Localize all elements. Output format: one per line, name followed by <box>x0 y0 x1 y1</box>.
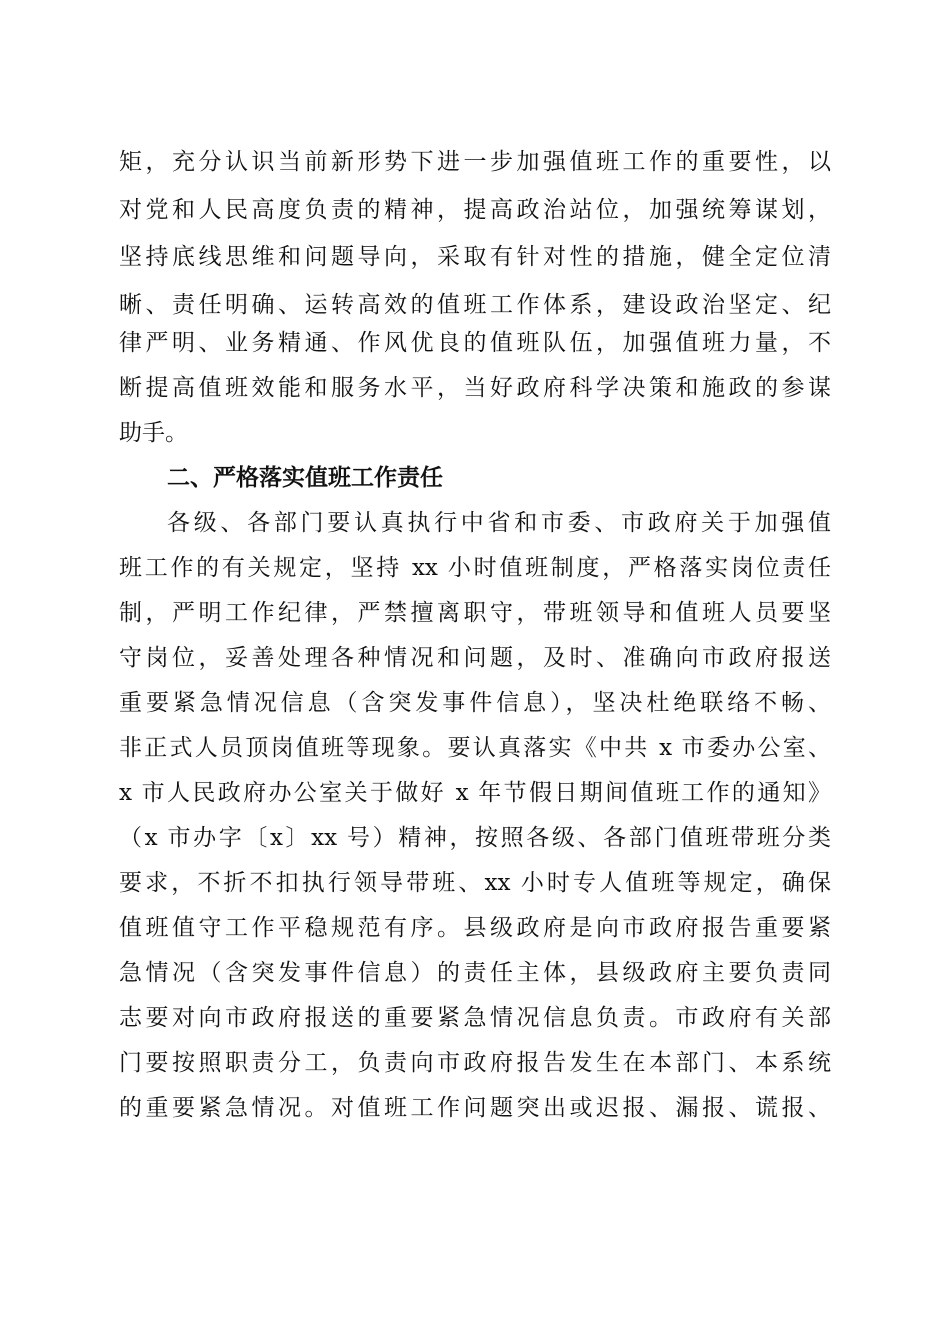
paragraph-line: 矩，充分认识当前新形势下进一步加强值班工作的重要性，以 <box>119 149 831 175</box>
paragraph-line: x 市人民政府办公室关于做好 x 年节假日期间值班工作的通知》 <box>119 780 831 806</box>
paragraph-line: 的重要紧急情况。对值班工作问题突出或迟报、漏报、谎报、 <box>119 1095 831 1121</box>
paragraph-line: 急情况（含突发事件信息）的责任主体，县级政府主要负责同 <box>119 960 831 986</box>
paragraph-line: 班工作的有关规定，坚持 xx 小时值班制度，严格落实岗位责任 <box>119 555 831 581</box>
paragraph-line: 晰、责任明确、运转高效的值班工作体系，建设政治坚定、纪 <box>119 292 831 318</box>
paragraph-line: 各级、各部门要认真执行中省和市委、市政府关于加强值 <box>167 510 831 536</box>
paragraph-line: 律严明、业务精通、作风优良的值班队伍，加强值班力量，不 <box>119 330 831 356</box>
paragraph-line: 门要按照职责分工，负责向市政府报告发生在本部门、本系统 <box>119 1050 831 1076</box>
paragraph-line: 要求，不折不扣执行领导带班、xx 小时专人值班等规定，确保 <box>119 870 831 896</box>
paragraph-line: 守岗位，妥善处理各种情况和问题，及时、准确向市政府报送 <box>119 645 831 671</box>
paragraph-line: 志要对向市政府报送的重要紧急情况信息负责。市政府有关部 <box>119 1005 831 1031</box>
paragraph-line: 非正式人员顶岗值班等现象。要认真落实《中共 x 市委办公室、 <box>119 735 831 761</box>
paragraph-line: 对党和人民高度负责的精神，提高政治站位，加强统筹谋划， <box>119 197 831 223</box>
paragraph-line: （x 市办字〔x〕xx 号）精神，按照各级、各部门值班带班分类 <box>119 825 831 851</box>
paragraph-line: 断提高值班效能和服务水平，当好政府科学决策和施政的参谋 <box>119 375 831 401</box>
section-heading: 二、严格落实值班工作责任 <box>167 465 443 491</box>
paragraph-line: 坚持底线思维和问题导向，采取有针对性的措施，健全定位清 <box>119 244 831 270</box>
paragraph-line: 重要紧急情况信息（含突发事件信息），坚决杜绝联络不畅、 <box>119 690 831 716</box>
paragraph-line: 值班值守工作平稳规范有序。县级政府是向市政府报告重要紧 <box>119 915 831 941</box>
paragraph-line: 助手。 <box>119 420 188 446</box>
paragraph-line: 制，严明工作纪律，严禁擅离职守，带班领导和值班人员要坚 <box>119 600 831 626</box>
